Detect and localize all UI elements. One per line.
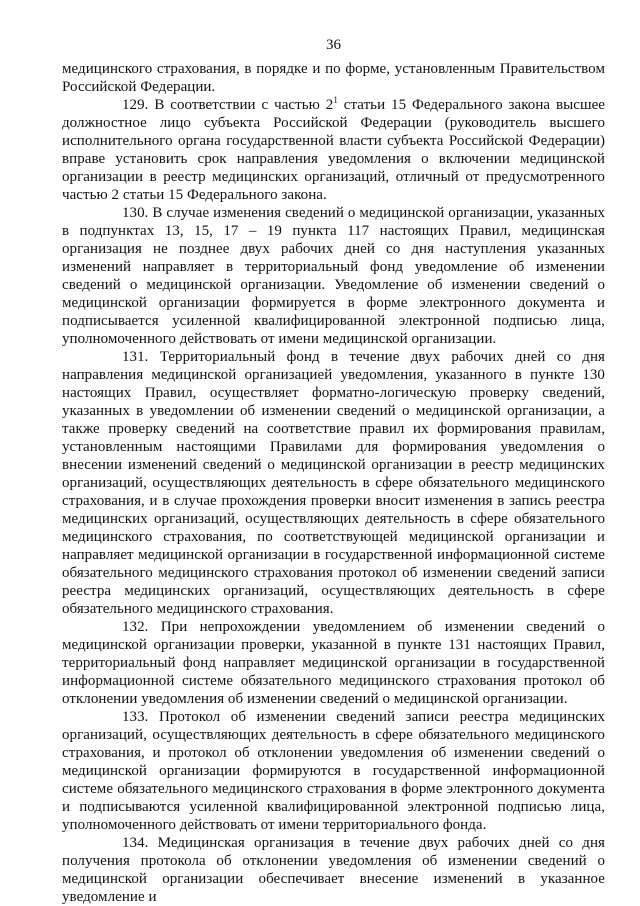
paragraph-134: 134. Медицинская организация в течение двух рабочих дней со дня получения протокола об отклонении уведомления об изменении сведений о медицинской организации обеспечивает внесение изменений в указанное уведомление и (62, 835, 605, 905)
paragraph-131: 131. Территориальный фонд в течение двух рабочих дней со дня направления медицинской организацией уведомления, указанного в пункте 130 настоящих Правил, осуществляет форматно-логическую проверку сведений, указанных в уведомлении об изменении сведений о медицинской организации, а также проверку сведений на соответствие правил их формирования правилам, установленным настоящими Правилами для формирования уведомления о внесении изменений сведений о медицинской организации в реестр медицинских организаций, осуществляющих деятельность в сфере обязательного медицинского страхования, и в случае прохождения проверки вносит изменения в запись реестра медицинских организаций, осуществляющих деятельность в сфере обязательного медицинского страхования, по соответствующей медицинской организации и направляет медицинской организации в государственной информационной системе обязательного медицинского страхования протокол об изменении сведений записи реестра медицинских организаций, осуществляющих деятельность в сфере обязательного медицинского страхования. (62, 349, 605, 617)
page-number: 36 (326, 37, 341, 53)
paragraph-132: 132. При непрохождении уведомлением об изменении сведений о медицинской организации проверки, указанной в пункте 131 настоящих Правил, территориальный фонд направляет медицинской организации в государственной информационной системе обязательного медицинского страхования протокол об отклонении уведомления об изменении сведений о медицинской организации. (62, 619, 605, 707)
paragraph-130: 130. В случае изменения сведений о медицинской организации, указанных в подпунктах 13, 15, 17 – 19 пункта 117 настоящих Правил, медицинская организация не позднее двух рабочих дней со дня наступления указанных изменений направляет в территориальный фонд уведомление об изменении сведений о медицинской организации. Уведомление об изменении сведений о медицинской организации формируется в форме электронного документа и подписывается усиленной квалифицированной электронной подписью лица, уполномоченного действовать от имени медицинской организации. (62, 205, 605, 347)
paragraph-129-text-start: 129. В соответствии с частью 2 (122, 97, 334, 113)
document-body (62, 60, 605, 906)
paragraph-133: 133. Протокол об изменении сведений записи реестра медицинских организаций, осуществляющих деятельность в сфере обязательного медицинского страхования, и протокол об отклонении уведомления об изменении сведений о медицинской организации формируются в государственной информационной системе обязательного медицинского страхования в форме электронного документа и подписываются усиленной квалифицированной электронной подписью лица, уполномоченного действовать от имени территориального фонда. (62, 709, 605, 833)
paragraph-continuation: медицинского страхования, в порядке и по форме, установленным Правительством Российской Федерации. (62, 61, 605, 95)
paragraph-129 (62, 96, 605, 204)
paragraph-129-text-end: статьи 15 Федерального закона высшее должностное лицо субъекта Российской Федерации (руководитель высшего исполнительного органа государственной власти субъекта Российской Федерации) вправе установить срок направления уведомления о включении медицинской организации в реестр медицинских организаций, отличный от предусмотренного частью 2 статьи 15 Федерального закона. (62, 97, 605, 203)
paragraph-129-superscript: 1 (333, 95, 338, 105)
